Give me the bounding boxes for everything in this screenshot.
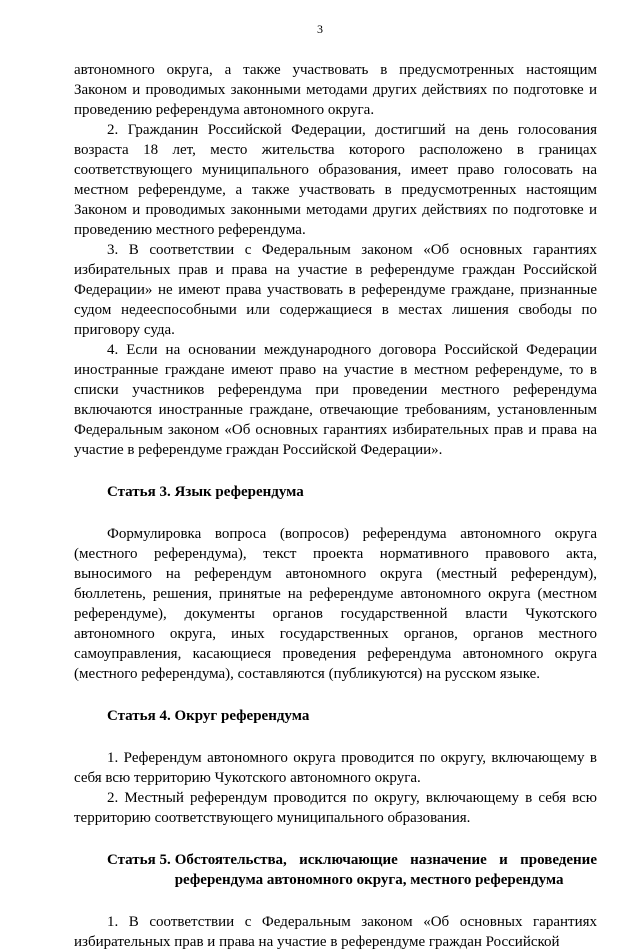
article-3-heading: Статья 3. Язык референдума bbox=[107, 484, 304, 500]
article-3-paragraph: Формулировка вопроса (вопросов) референдума автономного округа (местного референдума), текст проекта нормативного правового акта, выносимого на референдум автономного округа (местный референдум), бюллетень, решения, принятые на референдуме автономного округа (местном референдуме), документы органов государственной власти Чукотского автономного округа, иных государственных органов, органов местного самоуправления, касающиеся проведения референдума автономного округа (местного референдума), составляются (публикуются) на русском языке. bbox=[74, 526, 597, 682]
paragraph-continuation: автономного округа, а также участвовать в предусмотренных настоящим Законом и проводимых законными методами других действиях по подготовке и проведению референдума автономного округа. bbox=[74, 62, 597, 118]
article-5-title: Обстоятельства, исключающие назначение и проведение референдума автономного округа, местного референдума bbox=[174, 852, 597, 888]
paragraph-clause-3: 3. В соответствии с Федеральным законом «Об основных гарантиях избирательных прав и права на участие в референдуме граждан Российской Федерации» не имеют права участвовать в референдуме граждане, признанные судом недееспособными или содержащиеся в местах лишения свободы по приговору суда. bbox=[74, 242, 597, 338]
paragraph-clause-2: 2. Гражданин Российской Федерации, достигший на день голосования возраста 18 лет, место жительства которого расположено в границах соответствующего муниципального образования, имеет право голосовать на местном референдуме, а также участвовать в предусмотренных настоящим Законом и проводимых законными методами других действиях по подготовке и проведению местного референдума. bbox=[74, 122, 597, 238]
page-number: 3 bbox=[317, 22, 323, 36]
article-4-clause-2: 2. Местный референдум проводится по округу, включающему в себя всю территорию соответствующего муниципального образования. bbox=[74, 790, 597, 826]
article-4-heading: Статья 4. Округ референдума bbox=[107, 708, 310, 724]
document-body bbox=[74, 60, 597, 952]
paragraph-clause-4: 4. Если на основании международного договора Российской Федерации иностранные граждане имеют право на участие в местном референдуме, то в списки участников референдума при проведении местного референдума включаются иностранные граждане, отвечающие требованиям, установленным Федеральным законом «Об основных гарантиях избирательных прав и права на участие в референдуме граждан Российской Федерации». bbox=[74, 342, 597, 458]
article-5-number: Статья 5. bbox=[107, 852, 171, 868]
article-5-heading bbox=[107, 850, 597, 890]
article-4-clause-1: 1. Референдум автономного округа проводится по округу, включающему в себя всю территорию Чукотского автономного округа. bbox=[74, 750, 597, 786]
article-5-clause-1: 1. В соответствии с Федеральным законом «Об основных гарантиях избирательных прав и права на участие в референдуме граждан Российской bbox=[74, 914, 597, 950]
